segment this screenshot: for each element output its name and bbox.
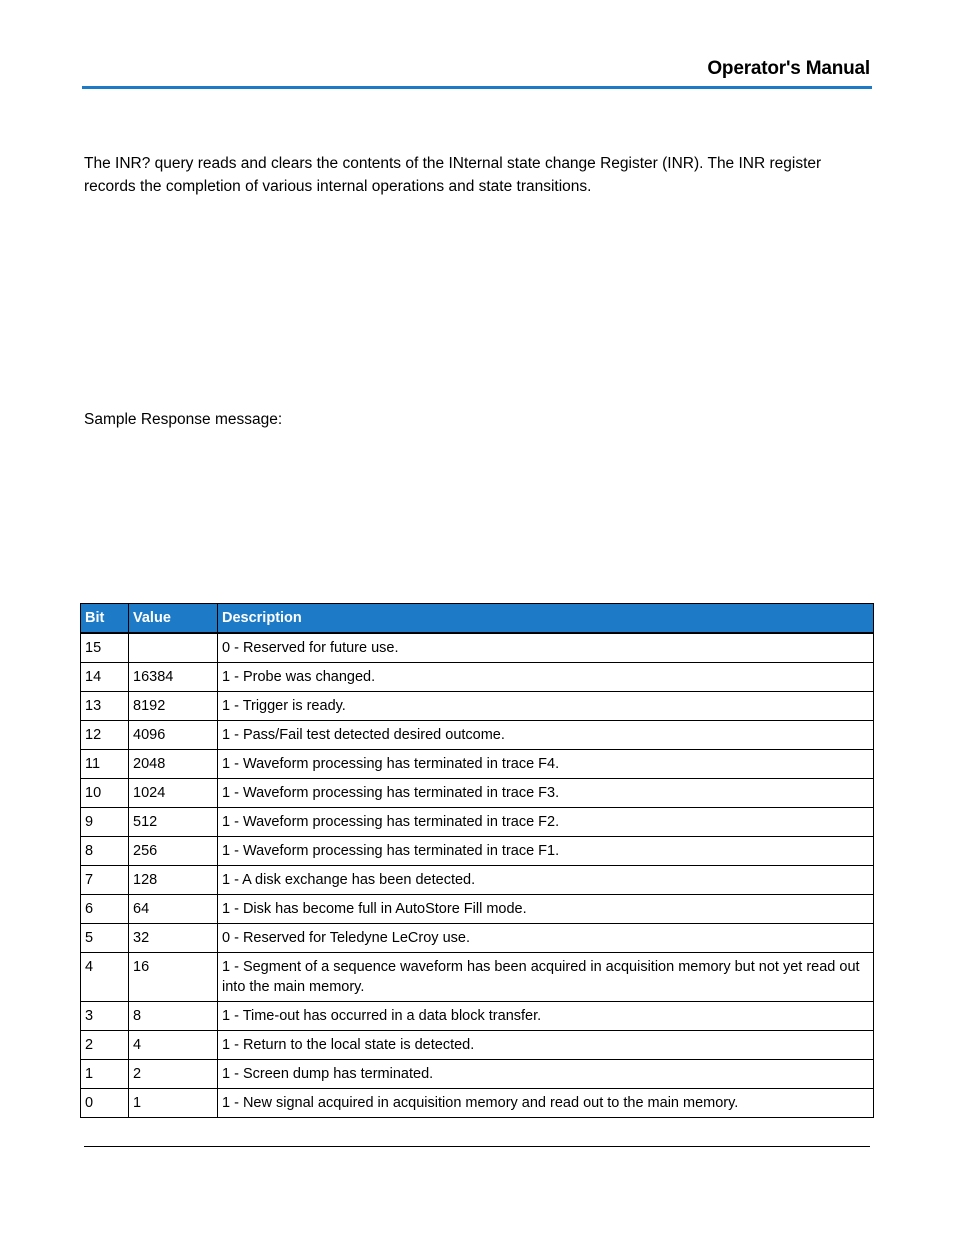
value-cell: 4096 bbox=[129, 721, 218, 750]
bit-cell: 10 bbox=[81, 779, 129, 808]
table-row bbox=[81, 779, 874, 808]
value-cell: 64 bbox=[129, 895, 218, 924]
table-row bbox=[81, 1002, 874, 1031]
table-row bbox=[81, 663, 874, 692]
table-row bbox=[81, 953, 874, 1002]
column-header-bit: Bit bbox=[81, 604, 129, 634]
table-row bbox=[81, 750, 874, 779]
description-cell: 1 - Waveform processing has terminated in trace F4. bbox=[218, 750, 874, 779]
bit-cell: 15 bbox=[81, 633, 129, 663]
value-cell: 16 bbox=[129, 953, 218, 1002]
description-cell: 1 - Disk has become full in AutoStore Fill mode. bbox=[218, 895, 874, 924]
table-row bbox=[81, 633, 874, 663]
description-cell: 0 - Reserved for future use. bbox=[218, 633, 874, 663]
bit-cell: 9 bbox=[81, 808, 129, 837]
sample-response-label: Sample Response message: bbox=[84, 411, 283, 428]
value-cell: 1024 bbox=[129, 779, 218, 808]
bit-cell: 11 bbox=[81, 750, 129, 779]
description-cell: 1 - Waveform processing has terminated in trace F2. bbox=[218, 808, 874, 837]
bit-cell: 8 bbox=[81, 837, 129, 866]
value-cell: 2048 bbox=[129, 750, 218, 779]
description-cell: 1 - Time-out has occurred in a data block transfer. bbox=[218, 1002, 874, 1031]
table-row bbox=[81, 721, 874, 750]
table-row bbox=[81, 1031, 874, 1060]
bit-cell: 0 bbox=[81, 1089, 129, 1118]
value-cell: 32 bbox=[129, 924, 218, 953]
table-row bbox=[81, 808, 874, 837]
table-row bbox=[81, 1089, 874, 1118]
value-cell: 128 bbox=[129, 866, 218, 895]
table-header-row bbox=[81, 604, 874, 634]
table-row bbox=[81, 692, 874, 721]
bit-cell: 1 bbox=[81, 1060, 129, 1089]
value-cell: 4 bbox=[129, 1031, 218, 1060]
value-cell: 8192 bbox=[129, 692, 218, 721]
description-cell: 1 - New signal acquired in acquisition memory and read out to the main memory. bbox=[218, 1089, 874, 1118]
description-cell: 1 - Probe was changed. bbox=[218, 663, 874, 692]
bit-cell: 12 bbox=[81, 721, 129, 750]
description-cell: 1 - Return to the local state is detected. bbox=[218, 1031, 874, 1060]
value-cell: 512 bbox=[129, 808, 218, 837]
table-row bbox=[81, 895, 874, 924]
table-row bbox=[81, 924, 874, 953]
table-row bbox=[81, 866, 874, 895]
description-cell: 1 - Segment of a sequence waveform has been acquired in acquisition memory but not yet read out into the main memory. bbox=[218, 953, 874, 1002]
value-cell: 256 bbox=[129, 837, 218, 866]
value-cell: 1 bbox=[129, 1089, 218, 1118]
bit-cell: 2 bbox=[81, 1031, 129, 1060]
column-header-value: Value bbox=[129, 604, 218, 634]
value-cell: 8 bbox=[129, 1002, 218, 1031]
manual-title: Operator's Manual bbox=[707, 58, 870, 79]
value-cell: 2 bbox=[129, 1060, 218, 1089]
table-row bbox=[81, 837, 874, 866]
column-header-description: Description bbox=[218, 604, 874, 634]
intro-paragraph: The INR? query reads and clears the contents of the INternal state change Register (INR). The INR register records the completion of various internal operations and state transitions. bbox=[84, 155, 822, 195]
footer-divider bbox=[84, 1146, 870, 1147]
description-cell: 1 - Trigger is ready. bbox=[218, 692, 874, 721]
value-cell bbox=[129, 633, 218, 663]
bit-cell: 5 bbox=[81, 924, 129, 953]
description-cell: 1 - Waveform processing has terminated in trace F1. bbox=[218, 837, 874, 866]
description-cell: 0 - Reserved for Teledyne LeCroy use. bbox=[218, 924, 874, 953]
bit-cell: 13 bbox=[81, 692, 129, 721]
description-cell: 1 - Waveform processing has terminated in trace F3. bbox=[218, 779, 874, 808]
description-cell: 1 - A disk exchange has been detected. bbox=[218, 866, 874, 895]
inr-bit-table bbox=[80, 603, 874, 1118]
value-cell: 16384 bbox=[129, 663, 218, 692]
header-divider bbox=[82, 86, 872, 89]
bit-cell: 7 bbox=[81, 866, 129, 895]
bit-cell: 3 bbox=[81, 1002, 129, 1031]
table-body bbox=[81, 633, 874, 1118]
description-cell: 1 - Pass/Fail test detected desired outcome. bbox=[218, 721, 874, 750]
table-row bbox=[81, 1060, 874, 1089]
bit-cell: 6 bbox=[81, 895, 129, 924]
bit-cell: 4 bbox=[81, 953, 129, 1002]
bit-cell: 14 bbox=[81, 663, 129, 692]
description-cell: 1 - Screen dump has terminated. bbox=[218, 1060, 874, 1089]
